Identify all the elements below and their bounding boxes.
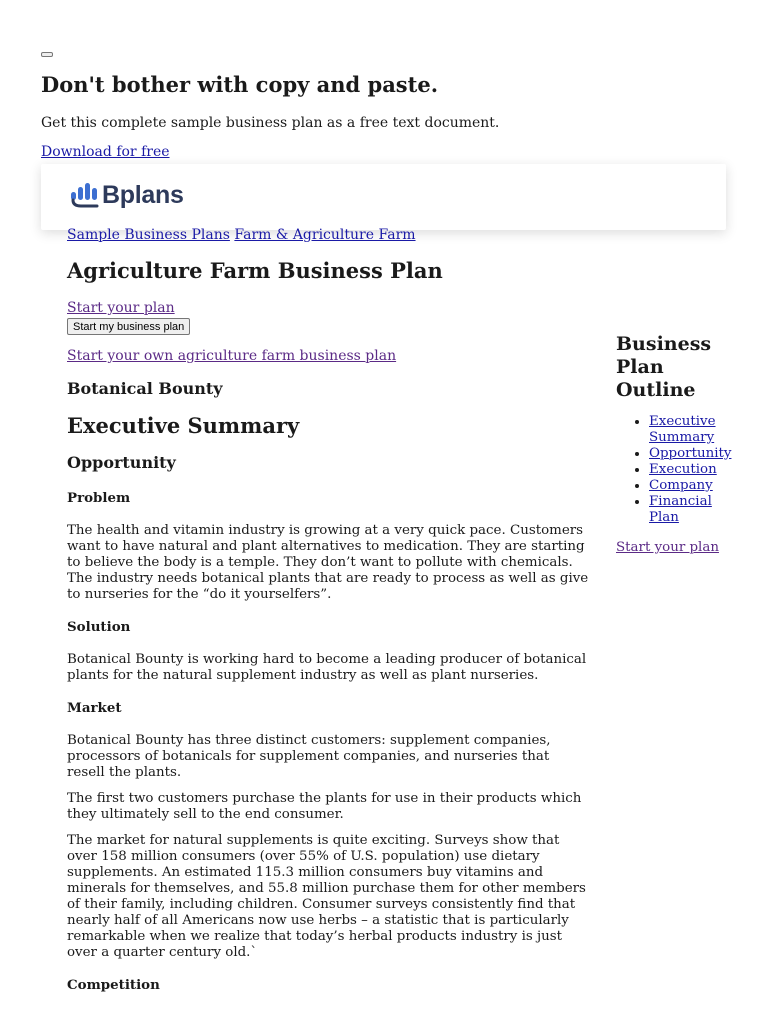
opportunity-heading: Opportunity xyxy=(67,453,176,472)
bplans-logo-icon xyxy=(68,180,100,210)
promo-text: Get this complete sample business plan as a free text document. xyxy=(41,115,500,131)
problem-text: The health and vitamin industry is growing at a very quick pace. Customers want to have natural and plant alternatives to medication. They are starting to believe the body is a temple. They don’t want to pollute with chemicals. The industry needs botanical plants that are ready to process as well as give to nurseries for the “do it yourselfers”. xyxy=(67,523,589,602)
market-text-1: Botanical Bounty has three distinct customers: supplement companies, processors of botanicals for supplement companies, and nurseries that resell the plants. xyxy=(67,733,551,780)
close-button[interactable] xyxy=(41,52,53,57)
solution-heading: Solution xyxy=(67,619,131,635)
plan-content xyxy=(67,490,590,1010)
market-text-3: The market for natural supplements is quite exciting. Surveys show that over 158 million consumers (over 55% of U.S. population) use dietary supplements. An estimated 115.3 million consumers buy vitamins and minerals for themselves, and 55.8 million purchase them for other members of their family, including children. Consumer surveys consistently find that nearly half of all Americans now use herbs – a statistic that is particularly remarkable when we realize that today’s herbal products industry is just over a quarter century old.` xyxy=(67,833,586,960)
start-own-plan-link[interactable]: Start your own agriculture farm business plan xyxy=(67,348,397,364)
outline-item xyxy=(649,414,736,446)
outline-link-execution[interactable]: Execution xyxy=(649,462,717,477)
sidebar-start-plan-link[interactable]: Start your plan xyxy=(616,540,719,555)
page-title-text: Agriculture Farm Business Plan xyxy=(67,258,443,283)
executive-summary-heading: Executive Summary xyxy=(67,413,300,438)
start-your-plan-link[interactable]: Start your plan xyxy=(67,300,175,316)
bplans-logo-text: Bplans xyxy=(102,180,184,209)
site-header xyxy=(41,164,726,230)
download-link[interactable]: Download for free xyxy=(41,144,170,160)
outline-link-executive-summary[interactable]: Executive Summary xyxy=(649,414,716,445)
market-heading: Market xyxy=(67,700,122,716)
breadcrumb-farm-agriculture[interactable]: Farm & Agriculture Farm xyxy=(234,227,416,243)
problem-heading: Problem xyxy=(67,490,131,506)
plan-outline-sidebar xyxy=(616,333,736,555)
outline-link-opportunity[interactable]: Opportunity xyxy=(649,446,732,461)
bplans-logo[interactable] xyxy=(68,180,184,210)
page-title xyxy=(67,258,443,283)
outline-item xyxy=(649,478,736,494)
outline-list xyxy=(616,414,736,526)
breadcrumb xyxy=(67,227,416,243)
company-name: Botanical Bounty xyxy=(67,379,223,398)
outline-link-company[interactable]: Company xyxy=(649,478,713,493)
outline-item xyxy=(649,446,736,462)
outline-item xyxy=(649,462,736,478)
market-text-2: The first two customers purchase the plants for use in their products which they ultimately sell to the end consumer. xyxy=(67,791,582,822)
outline-title: Business Plan Outline xyxy=(616,333,712,401)
breadcrumb-sample-plans[interactable]: Sample Business Plans xyxy=(67,227,230,243)
outline-link-financial-plan[interactable]: Financial Plan xyxy=(649,494,712,525)
solution-text: Botanical Bounty is working hard to become a leading producer of botanical plants for the natural supplement industry as well as plant nurseries. xyxy=(67,652,587,683)
promo-title: Don't bother with copy and paste. xyxy=(41,72,439,97)
outline-item xyxy=(649,494,736,526)
start-business-plan-button[interactable]: Start my business plan xyxy=(67,318,190,335)
competition-heading: Competition xyxy=(67,977,160,993)
